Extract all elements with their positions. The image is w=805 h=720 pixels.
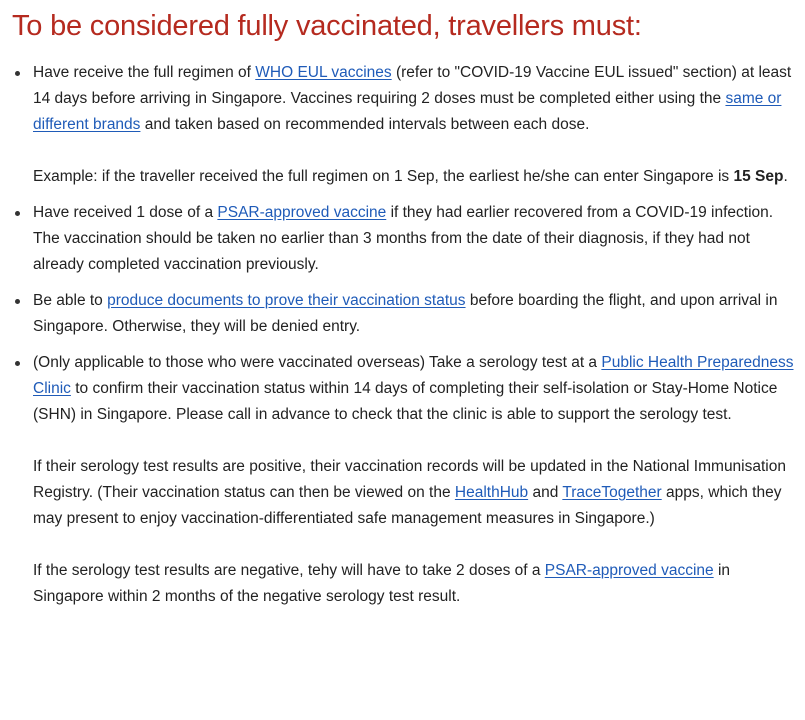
paragraph bbox=[33, 288, 795, 340]
positive-result-paragraph bbox=[33, 454, 795, 532]
text: If their serology test results are positive, their vaccination records will be updated in the National Immunisation Registry. (Their vaccination status can then be viewed on the bbox=[33, 458, 786, 501]
text: (refer to "COVID-19 Vaccine EUL issued" section) at least 14 days before arriving in Singapore. Vaccines requiring 2 doses must be completed either using the bbox=[33, 64, 792, 107]
same-or-different-brands-link[interactable]: same or different brands bbox=[33, 90, 782, 133]
produce-documents-link[interactable]: produce documents to prove their vaccination status bbox=[107, 292, 466, 309]
text: (Only applicable to those who were vaccinated overseas) Take a serology test at a bbox=[33, 354, 602, 371]
text: apps, which they may present to enjoy vaccination-differentiated safe management measures in Singapore.) bbox=[33, 484, 782, 527]
requirements-list bbox=[12, 60, 795, 610]
list-item-serology bbox=[12, 350, 795, 610]
tracetogether-link[interactable]: TraceTogether bbox=[562, 484, 662, 501]
text: and taken based on recommended intervals between each dose. bbox=[140, 116, 590, 133]
public-health-preparedness-clinic-link[interactable]: Public Health Preparedness Clinic bbox=[33, 354, 794, 397]
text: Be able to bbox=[33, 292, 108, 309]
paragraph bbox=[33, 200, 795, 278]
psar-approved-vaccine-link[interactable]: PSAR-approved vaccine bbox=[544, 562, 714, 579]
page-title: To be considered fully vaccinated, travellers must: bbox=[12, 10, 642, 42]
list-item-recovered bbox=[12, 200, 795, 278]
example-paragraph bbox=[33, 164, 795, 190]
psar-approved-vaccine-link[interactable]: PSAR-approved vaccine bbox=[217, 204, 387, 221]
paragraph bbox=[33, 60, 795, 138]
text: Have received 1 dose of a bbox=[33, 204, 218, 221]
text: before boarding the flight, and upon arrival in Singapore. Otherwise, they will be denied entry. bbox=[33, 292, 778, 335]
who-eul-vaccines-link[interactable]: WHO EUL vaccines bbox=[255, 64, 392, 81]
text: to confirm their vaccination status within 14 days of completing their self-isolation or Stay-Home Notice (SHN) in Singapore. Please call in advance to check that the clinic is able to support the serology test. bbox=[33, 380, 778, 423]
text: if they had earlier recovered from a COVID-19 infection. The vaccination should be taken no earlier than 3 months from the date of their diagnosis, if they had not already completed vaccination previously. bbox=[33, 204, 774, 273]
text: If the serology test results are negative, tehy will have to take 2 doses of a bbox=[33, 562, 545, 579]
list-item-documents bbox=[12, 288, 795, 340]
text: Have receive the full regimen of bbox=[33, 64, 256, 81]
text: in Singapore within 2 months of the negative serology test result. bbox=[33, 562, 731, 605]
text: Example: if the traveller received the full regimen on 1 Sep, the earliest he/she can enter Singapore is bbox=[33, 168, 734, 185]
healthhub-link[interactable]: HealthHub bbox=[454, 484, 529, 501]
negative-result-paragraph bbox=[33, 558, 795, 610]
text: . bbox=[783, 168, 788, 185]
paragraph bbox=[33, 350, 795, 428]
text: and bbox=[528, 484, 563, 501]
example-date: 15 Sep bbox=[733, 168, 784, 185]
list-item-full-regimen bbox=[12, 60, 795, 190]
